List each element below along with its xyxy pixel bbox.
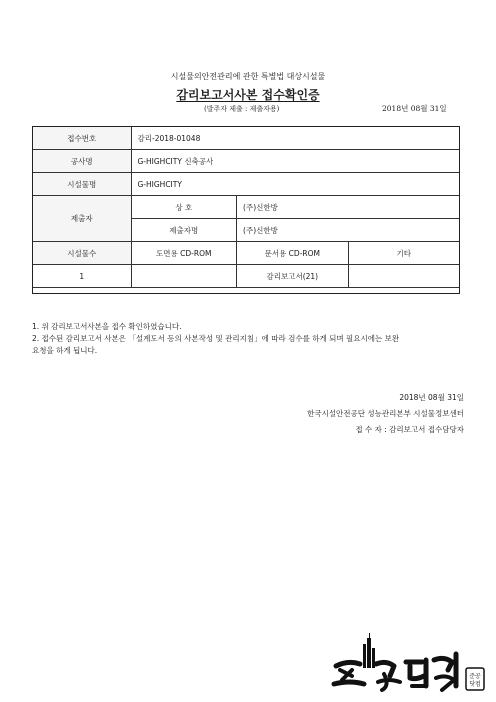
other-value <box>348 265 459 288</box>
submission-note: (발주자 제출 : 제출자용) <box>204 105 280 113</box>
signature-receiver: 접 수 자 : 감리보고서 접수담당자 <box>355 425 464 434</box>
table-row <box>33 242 460 265</box>
project-label: 공사명 <box>33 150 132 173</box>
submitter-name-label: 제출자명 <box>131 219 237 242</box>
note-line-3: 요청을 하게 됩니다. <box>32 346 98 355</box>
svg-text:준공: 준공 <box>469 673 481 680</box>
note-line-2: 2. 접수된 감리보고서 사본은 「설계도서 등의 사본작성 및 관리지침」에 따라 검수를 하게 되며 필요시에는 보완 <box>32 334 400 343</box>
document-title <box>0 86 496 103</box>
signature-date: 2018년 08월 31일 <box>399 393 464 402</box>
document-title-text: 감리보고서사본 접수확인증 <box>176 88 320 102</box>
receipt-no-value: 감리-2018-01048 <box>131 127 460 150</box>
table-row <box>33 150 460 173</box>
company-value: (주)신한방 <box>237 196 460 219</box>
receipt-no-label: 접수번호 <box>33 127 132 150</box>
cd-document-value: 감리보고서(21) <box>237 265 349 288</box>
other-label: 기타 <box>348 242 459 265</box>
cd-document-label: 문서용 CD-ROM <box>237 242 349 265</box>
receipt-form-table <box>32 126 460 288</box>
cd-drawing-label: 도면용 CD-ROM <box>131 242 237 265</box>
svg-text:닷컴: 닷컴 <box>469 681 481 688</box>
cd-drawing-value <box>131 265 237 288</box>
document-date: 2018년 08월 31일 <box>382 104 447 113</box>
company-label: 상 호 <box>131 196 237 219</box>
table-row <box>33 127 460 150</box>
notes-section <box>32 321 462 357</box>
qty-value: 1 <box>33 265 132 288</box>
facility-label: 시설물명 <box>33 173 132 196</box>
table-row <box>33 265 460 288</box>
facility-value: G-HIGHCITY <box>131 173 460 196</box>
submitter-name-value: (주)신한방 <box>237 219 460 242</box>
submitter-label: 제출자 <box>33 196 132 242</box>
table-row <box>33 173 460 196</box>
table-row <box>33 196 460 219</box>
note-line-1: 1. 위 감리보고서사본을 접수 확인하였습니다. <box>32 322 182 331</box>
signature-organization: 한국시설안전공단 성능관리본부 시설물정보센터 <box>307 409 464 418</box>
junggong-logo <box>330 630 490 694</box>
project-value: G-HIGHCITY 신축공사 <box>131 150 460 173</box>
document-subtitle: 시설물의안전관리에 관한 특별법 대상시설물 <box>170 72 326 81</box>
qty-label: 시설물수 <box>33 242 132 265</box>
